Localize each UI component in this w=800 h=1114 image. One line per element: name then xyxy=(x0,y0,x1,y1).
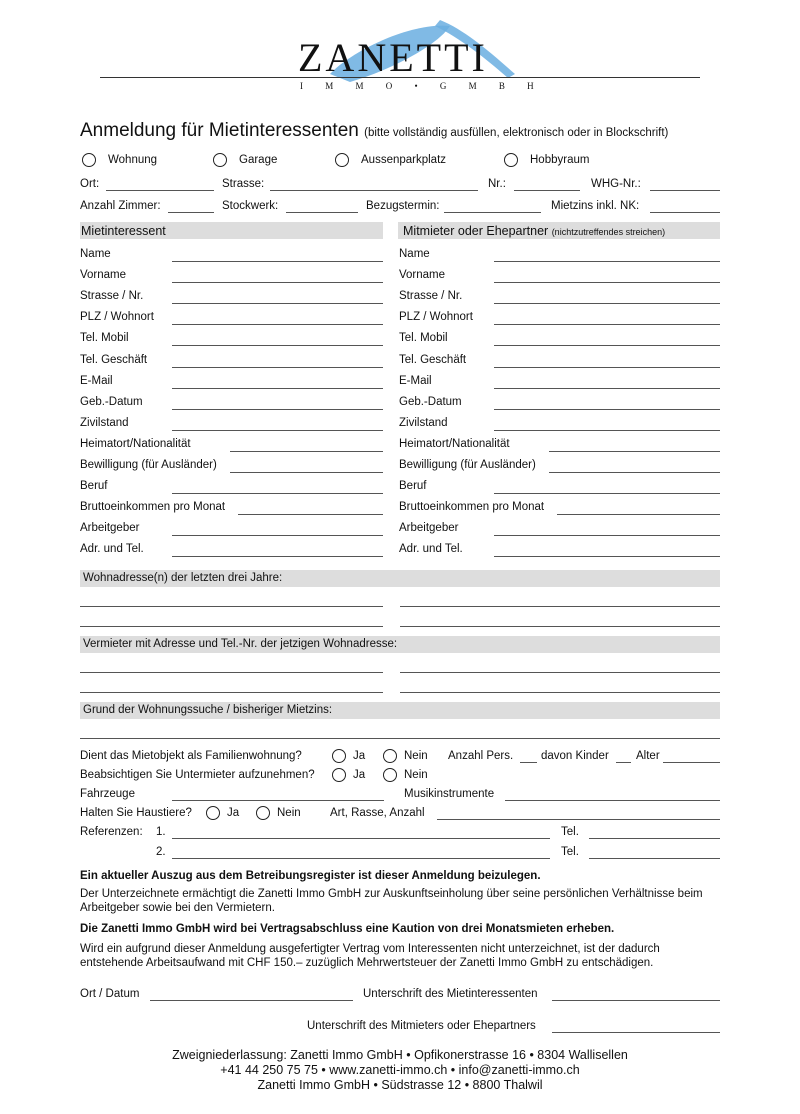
radio-label-untermieter-ja: Ja xyxy=(353,769,366,781)
right-label-tel-mobil: Tel. Mobil xyxy=(399,332,448,345)
field-wohnadresse-1b[interactable] xyxy=(400,606,720,607)
right-label-name: Name xyxy=(399,248,430,260)
label-whg: WHG-Nr.: xyxy=(591,178,641,190)
label-fahrzeuge: Fahrzeuge xyxy=(80,788,135,800)
right-field-e-mail[interactable] xyxy=(494,388,720,389)
left-field-tel-mobil[interactable] xyxy=(172,345,383,346)
label-musik: Musikinstrumente xyxy=(404,788,495,800)
right-field-bruttoeinkommen-pro-monat[interactable] xyxy=(557,514,720,515)
field-anzahl-pers[interactable] xyxy=(520,762,537,763)
label-ref-2: 2. xyxy=(156,846,166,858)
section-title-mitmieter-text: Mitmieter oder Ehepartner xyxy=(403,224,549,238)
left-field-zivilstand[interactable] xyxy=(172,430,383,431)
radio-wohnung[interactable] xyxy=(82,153,96,167)
field-wohnadresse-1a[interactable] xyxy=(80,606,383,607)
left-label-beruf: Beruf xyxy=(80,480,108,493)
right-label-tel-gesch-ft: Tel. Geschäft xyxy=(399,353,467,366)
radio-label-aussenparkplatz: Aussenparkplatz xyxy=(361,154,447,166)
radio-label-garage: Garage xyxy=(239,154,278,166)
field-ort[interactable] xyxy=(106,190,214,191)
section-title-mitmieter xyxy=(403,224,665,238)
left-label-bruttoeinkommen-pro-monat: Bruttoeinkommen pro Monat xyxy=(80,501,226,514)
label-unterschrift-mietinteressent: Unterschrift des Mietinteressenten xyxy=(363,988,538,1000)
right-label-e-mail: E-Mail xyxy=(399,374,432,387)
right-label-plz-wohnort: PLZ / Wohnort xyxy=(399,311,473,324)
left-label-e-mail: E-Mail xyxy=(80,374,113,387)
left-label-strasse-nr: Strasse / Nr. xyxy=(80,290,144,303)
field-ref-2[interactable] xyxy=(172,858,550,859)
label-ref-1-tel: Tel. xyxy=(561,826,579,838)
left-label-tel-mobil: Tel. Mobil xyxy=(80,332,129,345)
field-strasse[interactable] xyxy=(270,190,478,191)
logo-rule xyxy=(100,77,700,78)
left-field-vorname[interactable] xyxy=(172,282,383,283)
notice-ermaechtigung: Der Unterzeichnete ermächtigt die Zanetti Immo GmbH zur Auskunftseinholung über seine persönlichen Verhältnisse beim Arbeitgeber sowie bei den Vermietern. xyxy=(80,888,703,914)
right-label-adr-und-tel: Adr. und Tel. xyxy=(399,543,463,556)
left-field-tel-gesch-ft[interactable] xyxy=(172,367,383,368)
radio-haustiere-nein[interactable] xyxy=(256,806,270,820)
field-stockwerk[interactable] xyxy=(286,212,358,213)
field-musik[interactable] xyxy=(505,800,720,801)
right-label-beruf: Beruf xyxy=(399,480,427,493)
left-label-adr-und-tel: Adr. und Tel. xyxy=(80,543,144,556)
right-field-vorname[interactable] xyxy=(494,282,720,283)
radio-label-familie-ja: Ja xyxy=(353,750,366,762)
section-title-grund: Grund der Wohnungssuche / bisheriger Mietzins: xyxy=(83,704,333,716)
logo-subtitle: I M M O • G M B H xyxy=(300,81,544,91)
page-title-main: Anmeldung für Mietinteressenten xyxy=(80,120,359,141)
field-alter[interactable] xyxy=(663,762,720,763)
notice-entschaedigung: Wird ein aufgrund dieser Anmeldung ausgefertigter Vertrag vom Interessenten nicht unterzeichnet, ist der dadurch entstehende Arbeitsaufwand mit CHF 150.– zuzüglich Mehrwertsteuer der Zanetti Immo GmbH zu entschädigen. xyxy=(80,943,660,969)
right-field-plz-wohnort[interactable] xyxy=(494,324,720,325)
radio-untermieter-ja[interactable] xyxy=(332,768,346,782)
field-vermieter-2b[interactable] xyxy=(400,692,720,693)
radio-label-haustiere-ja: Ja xyxy=(227,807,240,819)
field-vermieter-1a[interactable] xyxy=(80,672,383,673)
left-field-heimatort-nationalit-t[interactable] xyxy=(230,451,383,452)
footer-line-3: Zanetti Immo GmbH • Südstrasse 12 • 8800 Thalwil xyxy=(257,1078,543,1092)
field-vermieter-1b[interactable] xyxy=(400,672,720,673)
section-title-vermieter: Vermieter mit Adresse und Tel.-Nr. der jetzigen Wohnadresse: xyxy=(83,638,398,650)
left-label-tel-gesch-ft: Tel. Geschäft xyxy=(80,353,148,366)
right-field-name[interactable] xyxy=(494,261,720,262)
question-untermieter: Beabsichtigen Sie Untermieter aufzunehmen? xyxy=(80,769,315,781)
right-field-bewilligung-f-r-ausl-nder[interactable] xyxy=(549,472,720,473)
left-field-beruf[interactable] xyxy=(172,493,383,494)
label-bezug: Bezugstermin: xyxy=(366,200,440,212)
left-field-plz-wohnort[interactable] xyxy=(172,324,383,325)
field-unterschrift-mietinteressent[interactable] xyxy=(552,1000,720,1001)
left-field-strasse-nr[interactable] xyxy=(172,303,383,304)
label-zimmer: Anzahl Zimmer: xyxy=(80,200,161,212)
radio-haustiere-ja[interactable] xyxy=(206,806,220,820)
label-ort-datum: Ort / Datum xyxy=(80,988,140,1000)
radio-untermieter-nein[interactable] xyxy=(383,768,397,782)
radio-label-haustiere-nein: Nein xyxy=(277,807,301,819)
field-whg[interactable] xyxy=(650,190,720,191)
left-field-bewilligung-f-r-ausl-nder[interactable] xyxy=(230,472,383,473)
left-label-vorname: Vorname xyxy=(80,269,127,282)
label-referenzen: Referenzen: xyxy=(80,826,143,838)
right-field-tel-mobil[interactable] xyxy=(494,345,720,346)
footer-line-2: +41 44 250 75 75 • www.zanetti-immo.ch • info@zanetti-immo.ch xyxy=(220,1063,580,1077)
field-wohnadresse-2a[interactable] xyxy=(80,626,383,627)
field-bezug[interactable] xyxy=(444,212,541,213)
left-field-name[interactable] xyxy=(172,261,383,262)
label-davon-kinder: davon Kinder xyxy=(541,750,609,762)
right-label-bruttoeinkommen-pro-monat: Bruttoeinkommen pro Monat xyxy=(399,501,545,514)
section-title-mietinteressent: Mietinteressent xyxy=(81,224,166,238)
label-art-rasse: Art, Rasse, Anzahl xyxy=(330,807,425,819)
label-ref-2-tel: Tel. xyxy=(561,846,579,858)
label-alter: Alter xyxy=(636,750,660,762)
right-label-arbeitgeber: Arbeitgeber xyxy=(399,522,459,535)
right-label-geb-datum: Geb.-Datum xyxy=(399,395,462,408)
radio-aussenparkplatz[interactable] xyxy=(335,153,349,167)
right-label-strasse-nr: Strasse / Nr. xyxy=(399,290,463,303)
right-field-geb-datum[interactable] xyxy=(494,409,720,410)
radio-familie-nein[interactable] xyxy=(383,749,397,763)
field-ort-datum[interactable] xyxy=(150,1000,353,1001)
notice-betreibung: Ein aktueller Auszug aus dem Betreibungsregister ist dieser Anmeldung beizulegen. xyxy=(80,870,541,882)
right-label-bewilligung-f-r-ausl-nder: Bewilligung (für Ausländer) xyxy=(399,459,536,471)
page-title xyxy=(80,120,668,142)
right-field-adr-und-tel[interactable] xyxy=(494,556,720,557)
question-familie: Dient das Mietobjekt als Familienwohnung? xyxy=(80,750,302,762)
radio-label-familie-nein: Nein xyxy=(404,750,428,762)
footer-line-1: Zweigniederlassung: Zanetti Immo GmbH • Opfikonerstrasse 16 • 8304 Wallisellen xyxy=(172,1048,628,1062)
label-anzahl-pers: Anzahl Pers. xyxy=(448,750,514,762)
left-label-zivilstand: Zivilstand xyxy=(80,416,129,429)
left-field-e-mail[interactable] xyxy=(172,388,383,389)
field-zimmer[interactable] xyxy=(168,212,214,213)
logo-wordmark: ZANETTI xyxy=(298,35,488,80)
left-label-geb-datum: Geb.-Datum xyxy=(80,395,143,408)
field-wohnadresse-2b[interactable] xyxy=(400,626,720,627)
right-field-tel-gesch-ft[interactable] xyxy=(494,367,720,368)
notice-kaution: Die Zanetti Immo GmbH wird bei Vertragsabschluss eine Kaution von drei Monatsmieten erheben. xyxy=(80,923,615,935)
radio-familie-ja[interactable] xyxy=(332,749,346,763)
right-field-arbeitgeber[interactable] xyxy=(494,535,720,536)
field-ref-1[interactable] xyxy=(172,838,550,839)
label-mietzins: Mietzins inkl. NK: xyxy=(551,200,640,212)
section-title-mitmieter-note: (nichtzutreffendes streichen) xyxy=(551,227,666,237)
right-field-zivilstand[interactable] xyxy=(494,430,720,431)
field-vermieter-2a[interactable] xyxy=(80,692,383,693)
left-label-heimatort-nationalit-t: Heimatort/Nationalität xyxy=(80,437,191,450)
left-label-name: Name xyxy=(80,248,111,260)
right-field-beruf[interactable] xyxy=(494,493,720,494)
radio-garage[interactable] xyxy=(213,153,227,167)
label-stockwerk: Stockwerk: xyxy=(222,200,279,212)
label-ort: Ort: xyxy=(80,178,100,190)
label-ref-1: 1. xyxy=(156,826,166,838)
label-nr: Nr.: xyxy=(488,178,506,190)
right-field-strasse-nr[interactable] xyxy=(494,303,720,304)
field-mietzins[interactable] xyxy=(650,212,720,213)
field-nr[interactable] xyxy=(514,190,580,191)
radio-label-wohnung: Wohnung xyxy=(108,154,158,166)
radio-hobbyraum[interactable] xyxy=(504,153,518,167)
field-grund[interactable] xyxy=(80,738,720,739)
left-field-bruttoeinkommen-pro-monat[interactable] xyxy=(238,514,383,515)
right-label-zivilstand: Zivilstand xyxy=(399,416,448,429)
field-ref-1-tel[interactable] xyxy=(589,838,720,839)
left-field-adr-und-tel[interactable] xyxy=(172,556,383,557)
left-label-bewilligung-f-r-ausl-nder: Bewilligung (für Ausländer) xyxy=(80,459,217,471)
left-label-plz-wohnort: PLZ / Wohnort xyxy=(80,311,154,324)
radio-label-hobbyraum: Hobbyraum xyxy=(530,154,590,166)
page-title-note: (bitte vollständig ausfüllen, elektronisch oder in Blockschrift) xyxy=(364,127,669,139)
field-ref-2-tel[interactable] xyxy=(589,858,720,859)
field-fahrzeuge[interactable] xyxy=(172,800,384,801)
section-title-wohnadresse: Wohnadresse(n) der letzten drei Jahre: xyxy=(83,572,283,584)
right-label-vorname: Vorname xyxy=(399,269,446,282)
left-label-arbeitgeber: Arbeitgeber xyxy=(80,522,140,535)
field-davon-kinder[interactable] xyxy=(616,762,631,763)
field-unterschrift-mitmieter[interactable] xyxy=(552,1032,720,1033)
question-haustiere: Halten Sie Haustiere? xyxy=(80,807,192,819)
field-art-rasse[interactable] xyxy=(437,819,720,820)
radio-label-untermieter-nein: Nein xyxy=(404,769,428,781)
right-field-heimatort-nationalit-t[interactable] xyxy=(549,451,720,452)
label-strasse: Strasse: xyxy=(222,178,265,190)
right-label-heimatort-nationalit-t: Heimatort/Nationalität xyxy=(399,437,510,450)
left-field-arbeitgeber[interactable] xyxy=(172,535,383,536)
label-unterschrift-mitmieter: Unterschrift des Mitmieters oder Ehepartners xyxy=(307,1020,536,1032)
left-field-geb-datum[interactable] xyxy=(172,409,383,410)
